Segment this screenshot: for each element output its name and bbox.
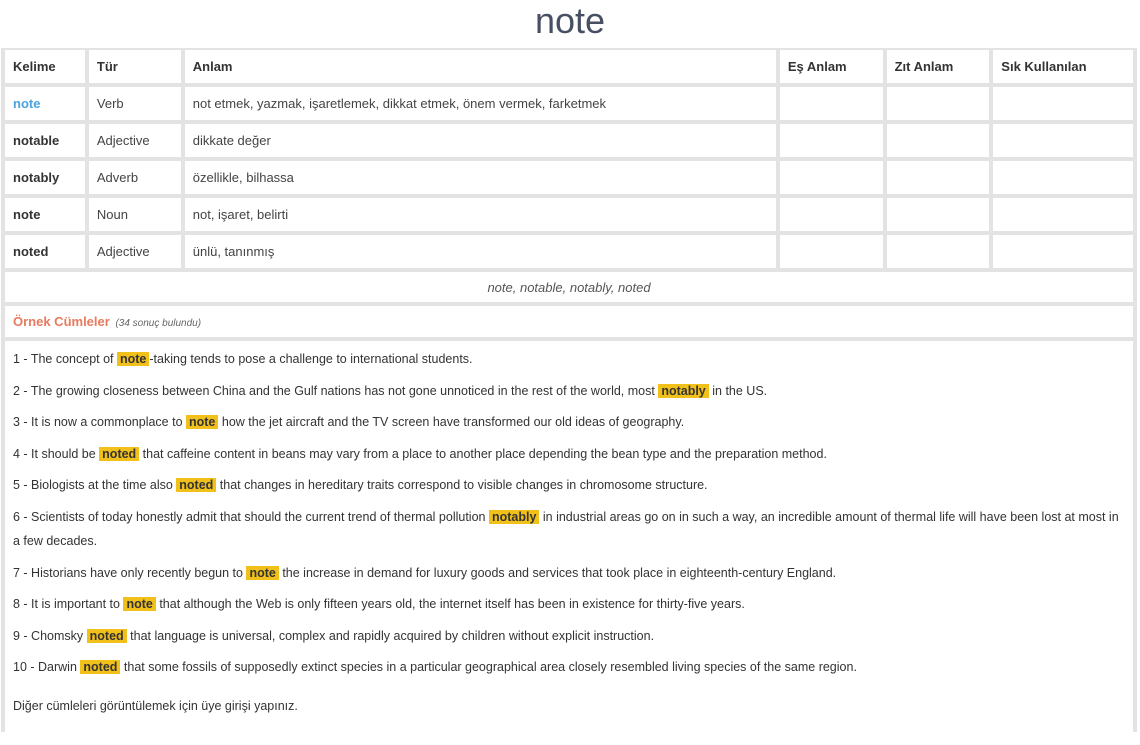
related-words: note, notable, notably, noted <box>5 272 1133 302</box>
highlighted-word: notably <box>658 384 708 398</box>
word-link[interactable]: noted <box>5 235 85 268</box>
table-row <box>5 198 1133 231</box>
synonym-cell <box>780 161 883 194</box>
word-link[interactable]: notable <box>5 124 85 157</box>
word-link[interactable]: note <box>5 87 85 120</box>
word-link[interactable]: notably <box>5 161 85 194</box>
dictionary-panel <box>1 48 1137 732</box>
antonym-cell <box>887 235 990 268</box>
synonym-cell <box>780 87 883 120</box>
word-meaning: not, işaret, belirti <box>185 198 776 231</box>
common-cell <box>993 124 1133 157</box>
example-sentence: 8 - It is important to note that although the Web is only fifteen years old, the internet itself has been in existence for thirty-five years. <box>13 597 745 611</box>
header-antonym: Zıt Anlam <box>887 50 990 83</box>
word-type: Adjective <box>89 124 181 157</box>
highlighted-word: noted <box>87 629 127 643</box>
word-table <box>1 46 1137 306</box>
antonym-cell <box>887 124 990 157</box>
example-sentence: 10 - Darwin noted that some fossils of supposedly extinct species in a particular geographical area closely resembled living species of the same region. <box>13 660 857 674</box>
example-sentence: 1 - The concept of note -taking tends to pose a challenge to international students. <box>13 352 473 366</box>
word-type: Adverb <box>89 161 181 194</box>
synonym-cell <box>780 235 883 268</box>
synonym-cell <box>780 124 883 157</box>
common-cell <box>993 235 1133 268</box>
word-type: Noun <box>89 198 181 231</box>
examples-title: Örnek Cümleler <box>13 314 110 329</box>
related-words-row <box>5 272 1133 302</box>
header-meaning: Anlam <box>185 50 776 83</box>
word-meaning: dikkate değer <box>185 124 776 157</box>
table-header-row <box>5 50 1133 83</box>
example-sentence: 9 - Chomsky noted that language is universal, complex and rapidly acquired by children without explicit instruction. <box>13 628 655 643</box>
login-note: Diğer cümleleri görüntülemek için üye girişi yapınız. <box>13 698 298 713</box>
highlighted-word: notably <box>489 510 539 524</box>
header-type: Tür <box>89 50 181 83</box>
example-sentences <box>5 341 1133 732</box>
common-cell <box>993 198 1133 231</box>
highlighted-word: note <box>246 566 278 580</box>
word-type: Adjective <box>89 235 181 268</box>
table-row <box>5 235 1133 268</box>
example-sentence: 2 - The growing closeness between China and the Gulf nations has not gone unnoticed in the rest of the world, most notably in the US. <box>13 383 768 398</box>
highlighted-word: noted <box>80 660 120 674</box>
example-sentence: 5 - Biologists at the time also noted that changes in hereditary traits correspond to visible changes in chromosome structure. <box>13 478 708 492</box>
page-title: note <box>534 0 606 41</box>
examples-count: (34 sonuç bulundu) <box>115 318 202 329</box>
example-sentence: 7 - Historians have only recently begun to note the increase in demand for luxury goods and services that took place in eighteenth-century England. <box>13 565 837 580</box>
examples-header <box>5 306 1133 337</box>
login-link[interactable]: üye girişi <box>201 698 251 713</box>
header-common: Sık Kullanılan <box>993 50 1133 83</box>
word-link[interactable]: note <box>5 198 85 231</box>
antonym-cell <box>887 161 990 194</box>
example-sentence: 3 - It is now a commonplace to note how the jet aircraft and the TV screen have transformed our old ideas of geography. <box>13 415 685 429</box>
header-synonym: Eş Anlam <box>780 50 883 83</box>
word-meaning: özellikle, bilhassa <box>185 161 776 194</box>
common-cell <box>993 87 1133 120</box>
table-row <box>5 161 1133 194</box>
table-row <box>5 124 1133 157</box>
header-word: Kelime <box>5 50 85 83</box>
example-sentence: 4 - It should be noted that caffeine content in beans may vary from a place to another place depending the bean type and the preparation method. <box>13 446 827 461</box>
common-cell <box>993 161 1133 194</box>
highlighted-word: note <box>117 352 149 366</box>
example-sentence: 6 - Scientists of today honestly admit that should the current trend of thermal pollution notably in industrial areas go on in such a way, an incredible amount of thermal life will have been lost at most in a few decades. <box>13 509 1119 548</box>
antonym-cell <box>887 87 990 120</box>
word-type: Verb <box>89 87 181 120</box>
highlighted-word: note <box>186 415 218 429</box>
word-meaning: ünlü, tanınmış <box>185 235 776 268</box>
highlighted-word: noted <box>176 478 216 492</box>
antonym-cell <box>887 198 990 231</box>
synonym-cell <box>780 198 883 231</box>
highlighted-word: note <box>123 597 155 611</box>
table-row <box>5 87 1133 120</box>
word-meaning: not etmek, yazmak, işaretlemek, dikkat etmek, önem vermek, farketmek <box>185 87 776 120</box>
highlighted-word: noted <box>99 447 139 461</box>
